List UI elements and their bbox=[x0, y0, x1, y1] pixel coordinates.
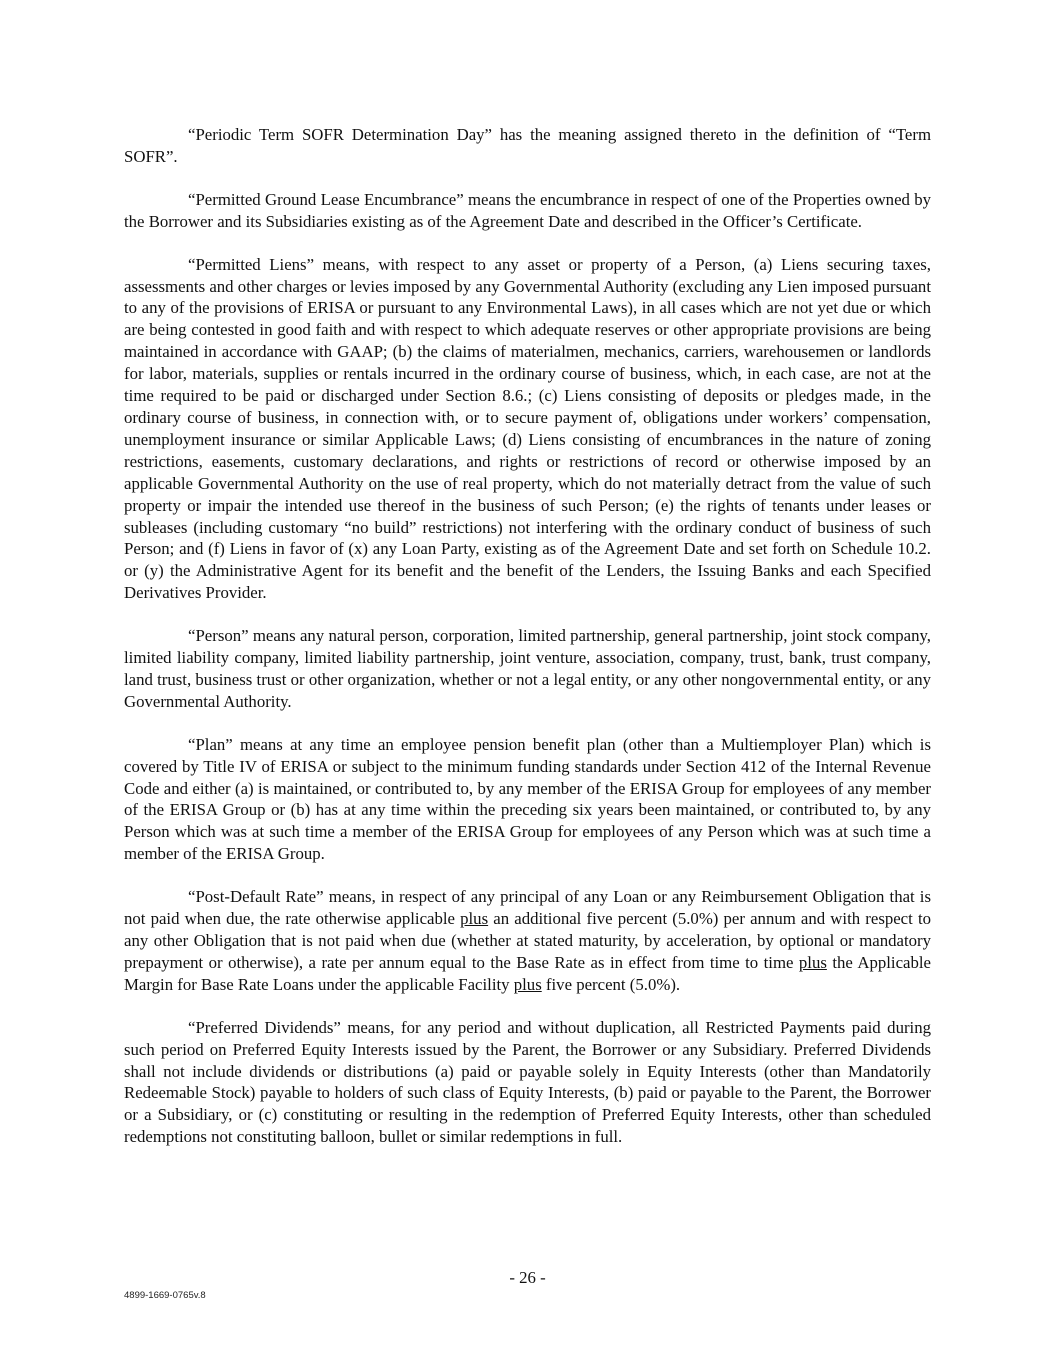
definition-text: five percent (5.0%). bbox=[541, 974, 681, 994]
definition-paragraph bbox=[124, 886, 931, 996]
defined-term: “Person” bbox=[188, 626, 249, 646]
definition-text: means, with respect to any asset or property of a Person, (a) Liens securing taxes, assessments and other charges or levies imposed by any Governmental Authority (excluding any Lien imposed pursuant to any of the provisions of ERISA or pursuant to any Environmental Laws), in all cases which are not yet due or which are being contested in good faith and with respect to which adequate reserves or other appropriate provisions are being maintained in accordance with GAAP; (b) the claims of materialmen, mechanics, carriers, warehousemen or landlords for labor, materials, supplies or rentals incurred in the ordinary course of business, which, in each case, are not at the time required to be paid or discharged under Section 8.6.; (c) Liens consisting of deposits or pledges made, in the ordinary course of business, in connection with, or to secure payment of, obligations under workers’ compensation, unemployment insurance or similar Applicable Laws; (d) Liens consisting of encumbrances in the nature of zoning restrictions, easements, customary declarations, and rights or restrictions of record or otherwise imposed by an applicable Governmental Authority on the use of real property, which do not materially detract from the value of such property or impair the intended use thereof in the business of such Person; (e) the rights of tenants under leases or subleases (including customary “no build” restrictions) not interfering with the ordinary conduct of business of such Person; and (f) Liens in favor of (x) any Loan Party, existing as of the Agreement Date and set forth on Schedule 10.2. or (y) the Administrative Agent for its benefit and the benefit of the Lenders, the Issuing Banks and each Specified Derivatives Provider. bbox=[124, 254, 931, 603]
definition-paragraph bbox=[124, 189, 931, 233]
defined-term: “Periodic Term SOFR Determination Day” bbox=[188, 125, 492, 144]
underlined-text: plus bbox=[513, 974, 542, 994]
defined-term: “Post-Default Rate” bbox=[188, 887, 324, 907]
definition-paragraph bbox=[124, 254, 931, 605]
definition-text: means at any time an employee pension benefit plan (other than a Multiemployer Plan) which is covered by Title IV of ERISA or subject to the minimum funding standards under Section 412 of the Internal Revenue Code and either (a) is maintained, or contributed to, by any member of the ERISA Group for employees of any member of the ERISA Group or (b) has at any time within the preceding six years been maintained, or contributed to, by any Person which was at such time a member of the ERISA Group for employees of any Person which was at such time a member of the ERISA Group. bbox=[124, 734, 931, 864]
definition-paragraph bbox=[124, 734, 931, 865]
underlined-text: plus bbox=[460, 909, 489, 929]
definition-text: the Applicable Margin for Base Rate Loans under the applicable Facility bbox=[124, 952, 931, 994]
defined-term: “Preferred Dividends” bbox=[188, 1017, 341, 1037]
definition-text: means, for any period and without duplication, all Restricted Payments paid during such period on Preferred Equity Interests issued by the Parent, the Borrower or any Subsidiary. Preferred Dividends shall not include dividends or distributions (a) paid or payable solely in Equity Interests (other than Mandatorily Redeemable Stock) payable to holders of such class of Equity Interests, (b) paid or payable to the Parent, the Borrower or a Subsidiary, or (c) constituting or resulting in the redemption of Preferred Equity Interests, other than scheduled redemptions not constituting balloon, bullet or similar redemptions in full. bbox=[124, 1017, 931, 1147]
document-id: 4899-1669-0765v.8 bbox=[124, 1290, 206, 1301]
definition-text: means, in respect of any principal of any Loan or any Reimbursement Obligation that is not paid when due, the rate otherwise applicable bbox=[124, 887, 932, 929]
underlined-text: plus bbox=[798, 952, 827, 972]
page-number: - 26 - bbox=[509, 1268, 546, 1287]
definition-paragraph bbox=[124, 1017, 931, 1148]
defined-term: “Permitted Ground Lease Encumbrance” bbox=[188, 189, 464, 209]
defined-term: “Permitted Liens” bbox=[188, 254, 315, 274]
definition-text: an additional five percent (5.0%) per annum and with respect to any other Obligation that is not paid when due (whether at stated maturity, by acceleration, by optional or mandatory prepayment or otherwise), a rate per annum equal to the Base Rate as in effect from time to time bbox=[124, 909, 931, 972]
definition-text: means any natural person, corporation, limited partnership, general partnership, joint stock company, limited liability company, limited liability partnership, joint venture, association, company, trust, bank, trust company, land trust, business trust or other organization, whether or not a legal entity, or any other nongovernmental entity, or any Governmental Authority. bbox=[124, 626, 931, 711]
definition-paragraph bbox=[124, 124, 931, 168]
document-page bbox=[124, 124, 931, 1169]
definition-paragraph bbox=[124, 625, 931, 713]
definition-text: has the meaning assigned thereto in the definition of “Term SOFR”. bbox=[124, 125, 931, 166]
definition-text: means the encumbrance in respect of one of the Properties owned by the Borrower and its Subsidiaries existing as of the Agreement Date and described in the Officer’s Certificate. bbox=[124, 189, 931, 231]
definitions-list bbox=[124, 124, 931, 1148]
defined-term: “Plan” bbox=[188, 734, 233, 754]
